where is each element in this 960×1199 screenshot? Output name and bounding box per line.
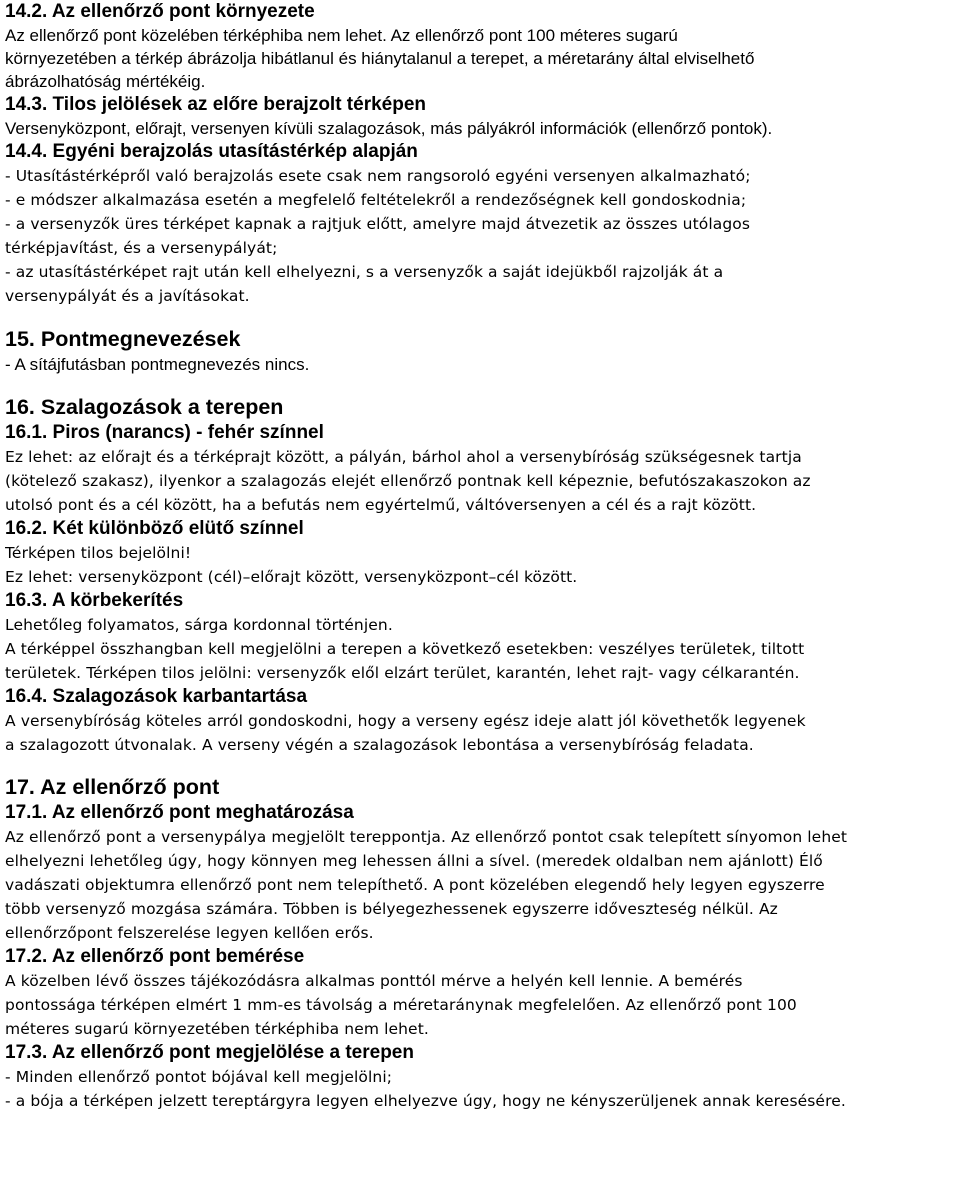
section-15 xyxy=(5,326,960,376)
document-page xyxy=(5,0,960,1113)
heading-16-1: 16.1. Piros (narancs) - fehér színnel xyxy=(5,422,324,443)
list-line: - a bója a térképen jelzett tereptárgyra legyen elhelyezve úgy, hogy ne kényszerüljenek annak keresésére. xyxy=(5,1092,846,1110)
section-spacer xyxy=(5,757,960,774)
paragraph-line: a szalagozott útvonalak. A verseny végén a szalagozások lebontása a versenybíróság feladata. xyxy=(5,736,754,754)
list-line: - A sítájfutásban pontmegnevezés nincs. xyxy=(5,355,310,374)
list-line: - Minden ellenőrző pontot bójával kell megjelölni; xyxy=(5,1068,393,1086)
heading-17: 17. Az ellenőrző pont xyxy=(5,775,220,799)
paragraph-line: vadászati objektumra ellenőrző pont nem telepíthető. A pont közelében elegendő hely legyen egyszerre xyxy=(5,876,825,894)
list-line: versenypályát és a javításokat. xyxy=(5,287,250,305)
list-line: - az utasítástérképet rajt után kell elhelyezni, s a versenyzők a saját idejükből rajzolják át a xyxy=(5,263,724,281)
heading-16: 16. Szalagozások a terepen xyxy=(5,395,284,419)
paragraph-line: Az ellenőrző pont közelében térképhiba nem lehet. Az ellenőrző pont 100 méteres sugarú xyxy=(5,26,678,45)
list-line: - Utasítástérképről való berajzolás esete csak nem rangsoroló egyéni versenyen alkalmazható; xyxy=(5,167,751,185)
heading-14-4: 14.4. Egyéni berajzolás utasítástérkép alapján xyxy=(5,141,418,162)
paragraph-line: méteres sugarú környezetében térképhiba nem lehet. xyxy=(5,1020,429,1038)
paragraph-line: ábrázolhatóság mértékéig. xyxy=(5,72,206,91)
heading-15: 15. Pontmegnevezések xyxy=(5,327,241,351)
paragraph-line: elhelyezni lehetőleg úgy, hogy könnyen meg lehessen állni a sível. (meredek oldalban nem ajánlott) Élő xyxy=(5,852,823,870)
heading-17-2: 17.2. Az ellenőrző pont bemérése xyxy=(5,946,305,967)
heading-16-4: 16.4. Szalagozások karbantartása xyxy=(5,686,308,707)
paragraph-line: ellenőrzőpont felszerelése legyen kellően erős. xyxy=(5,924,374,942)
paragraph-line: Az ellenőrző pont a versenypálya megjelölt tereppontja. Az ellenőrző pontot csak telepített sínyomon lehet xyxy=(5,828,848,846)
heading-16-3: 16.3. A körbekerítés xyxy=(5,590,184,611)
section-14-2 xyxy=(5,0,960,93)
paragraph-line: (kötelező szakasz), ilyenkor a szalagozás elejét ellenőrző pontnak kell képeznie, befutószakaszokon az xyxy=(5,472,811,490)
heading-14-2: 14.2. Az ellenőrző pont környezete xyxy=(5,1,315,22)
section-17 xyxy=(5,774,960,1113)
heading-14-3: 14.3. Tilos jelölések az előre berajzolt térképen xyxy=(5,94,427,115)
section-14-3 xyxy=(5,93,960,140)
list-line: térképjavítást, és a versenypályát; xyxy=(5,239,278,257)
paragraph-line: pontossága térképen elmért 1 mm-es távolság a méretaránynak megfelelően. Az ellenőrző pont 100 xyxy=(5,996,797,1014)
paragraph-line: területek. Térképen tilos jelölni: versenyzők elől elzárt terület, karantén, lehet rajt- vagy célkarantén. xyxy=(5,664,800,682)
section-spacer xyxy=(5,376,960,394)
paragraph-line: környezetében a térkép ábrázolja hibátlanul és hiánytalanul a terepet, a méretarány által elviselhető xyxy=(5,49,755,68)
list-line: - e módszer alkalmazása esetén a megfelelő feltételekről a rendezőségnek kell gondoskodnia; xyxy=(5,191,747,209)
section-16 xyxy=(5,394,960,757)
section-spacer xyxy=(5,308,960,326)
paragraph-line: Ez lehet: versenyközpont (cél)–előrajt között, versenyközpont–cél között. xyxy=(5,568,578,586)
paragraph-line: Versenyközpont, előrajt, versenyen kívüli szalagozások, más pályákról információk (ellenőrző pontok). xyxy=(5,119,773,138)
paragraph-line: Lehetőleg folyamatos, sárga kordonnal történjen. xyxy=(5,616,393,634)
heading-16-2: 16.2. Két különböző elütő színnel xyxy=(5,518,304,539)
paragraph-line: Térképen tilos bejelölni! xyxy=(5,544,192,562)
section-14-4 xyxy=(5,140,960,308)
heading-17-1: 17.1. Az ellenőrző pont meghatározása xyxy=(5,802,354,823)
paragraph-line: utolsó pont és a cél között, ha a befutás nem egyértelmű, váltóversenyen a cél és a rajt között. xyxy=(5,496,757,514)
paragraph-line: A térképpel összhangban kell megjelölni a terepen a következő esetekben: veszélyes területek, tiltott xyxy=(5,640,805,658)
heading-17-3: 17.3. Az ellenőrző pont megjelölése a terepen xyxy=(5,1042,414,1063)
paragraph-line: több versenyző mozgása számára. Többen is bélyegezhessenek egyszerre időveszteség nélkül. Az xyxy=(5,900,778,918)
paragraph-line: Ez lehet: az előrajt és a térképrajt között, a pályán, bárhol ahol a versenybíróság szükségesnek tartja xyxy=(5,448,802,466)
list-line: - a versenyzők üres térképet kapnak a rajtjuk előtt, amelyre majd átvezetik az összes utólagos xyxy=(5,215,751,233)
paragraph-line: A közelben lévő összes tájékozódásra alkalmas ponttól mérve a helyén kell lennie. A bemérés xyxy=(5,972,743,990)
paragraph-line: A versenybíróság köteles arról gondoskodni, hogy a verseny egész ideje alatt jól követhetők legyenek xyxy=(5,712,806,730)
